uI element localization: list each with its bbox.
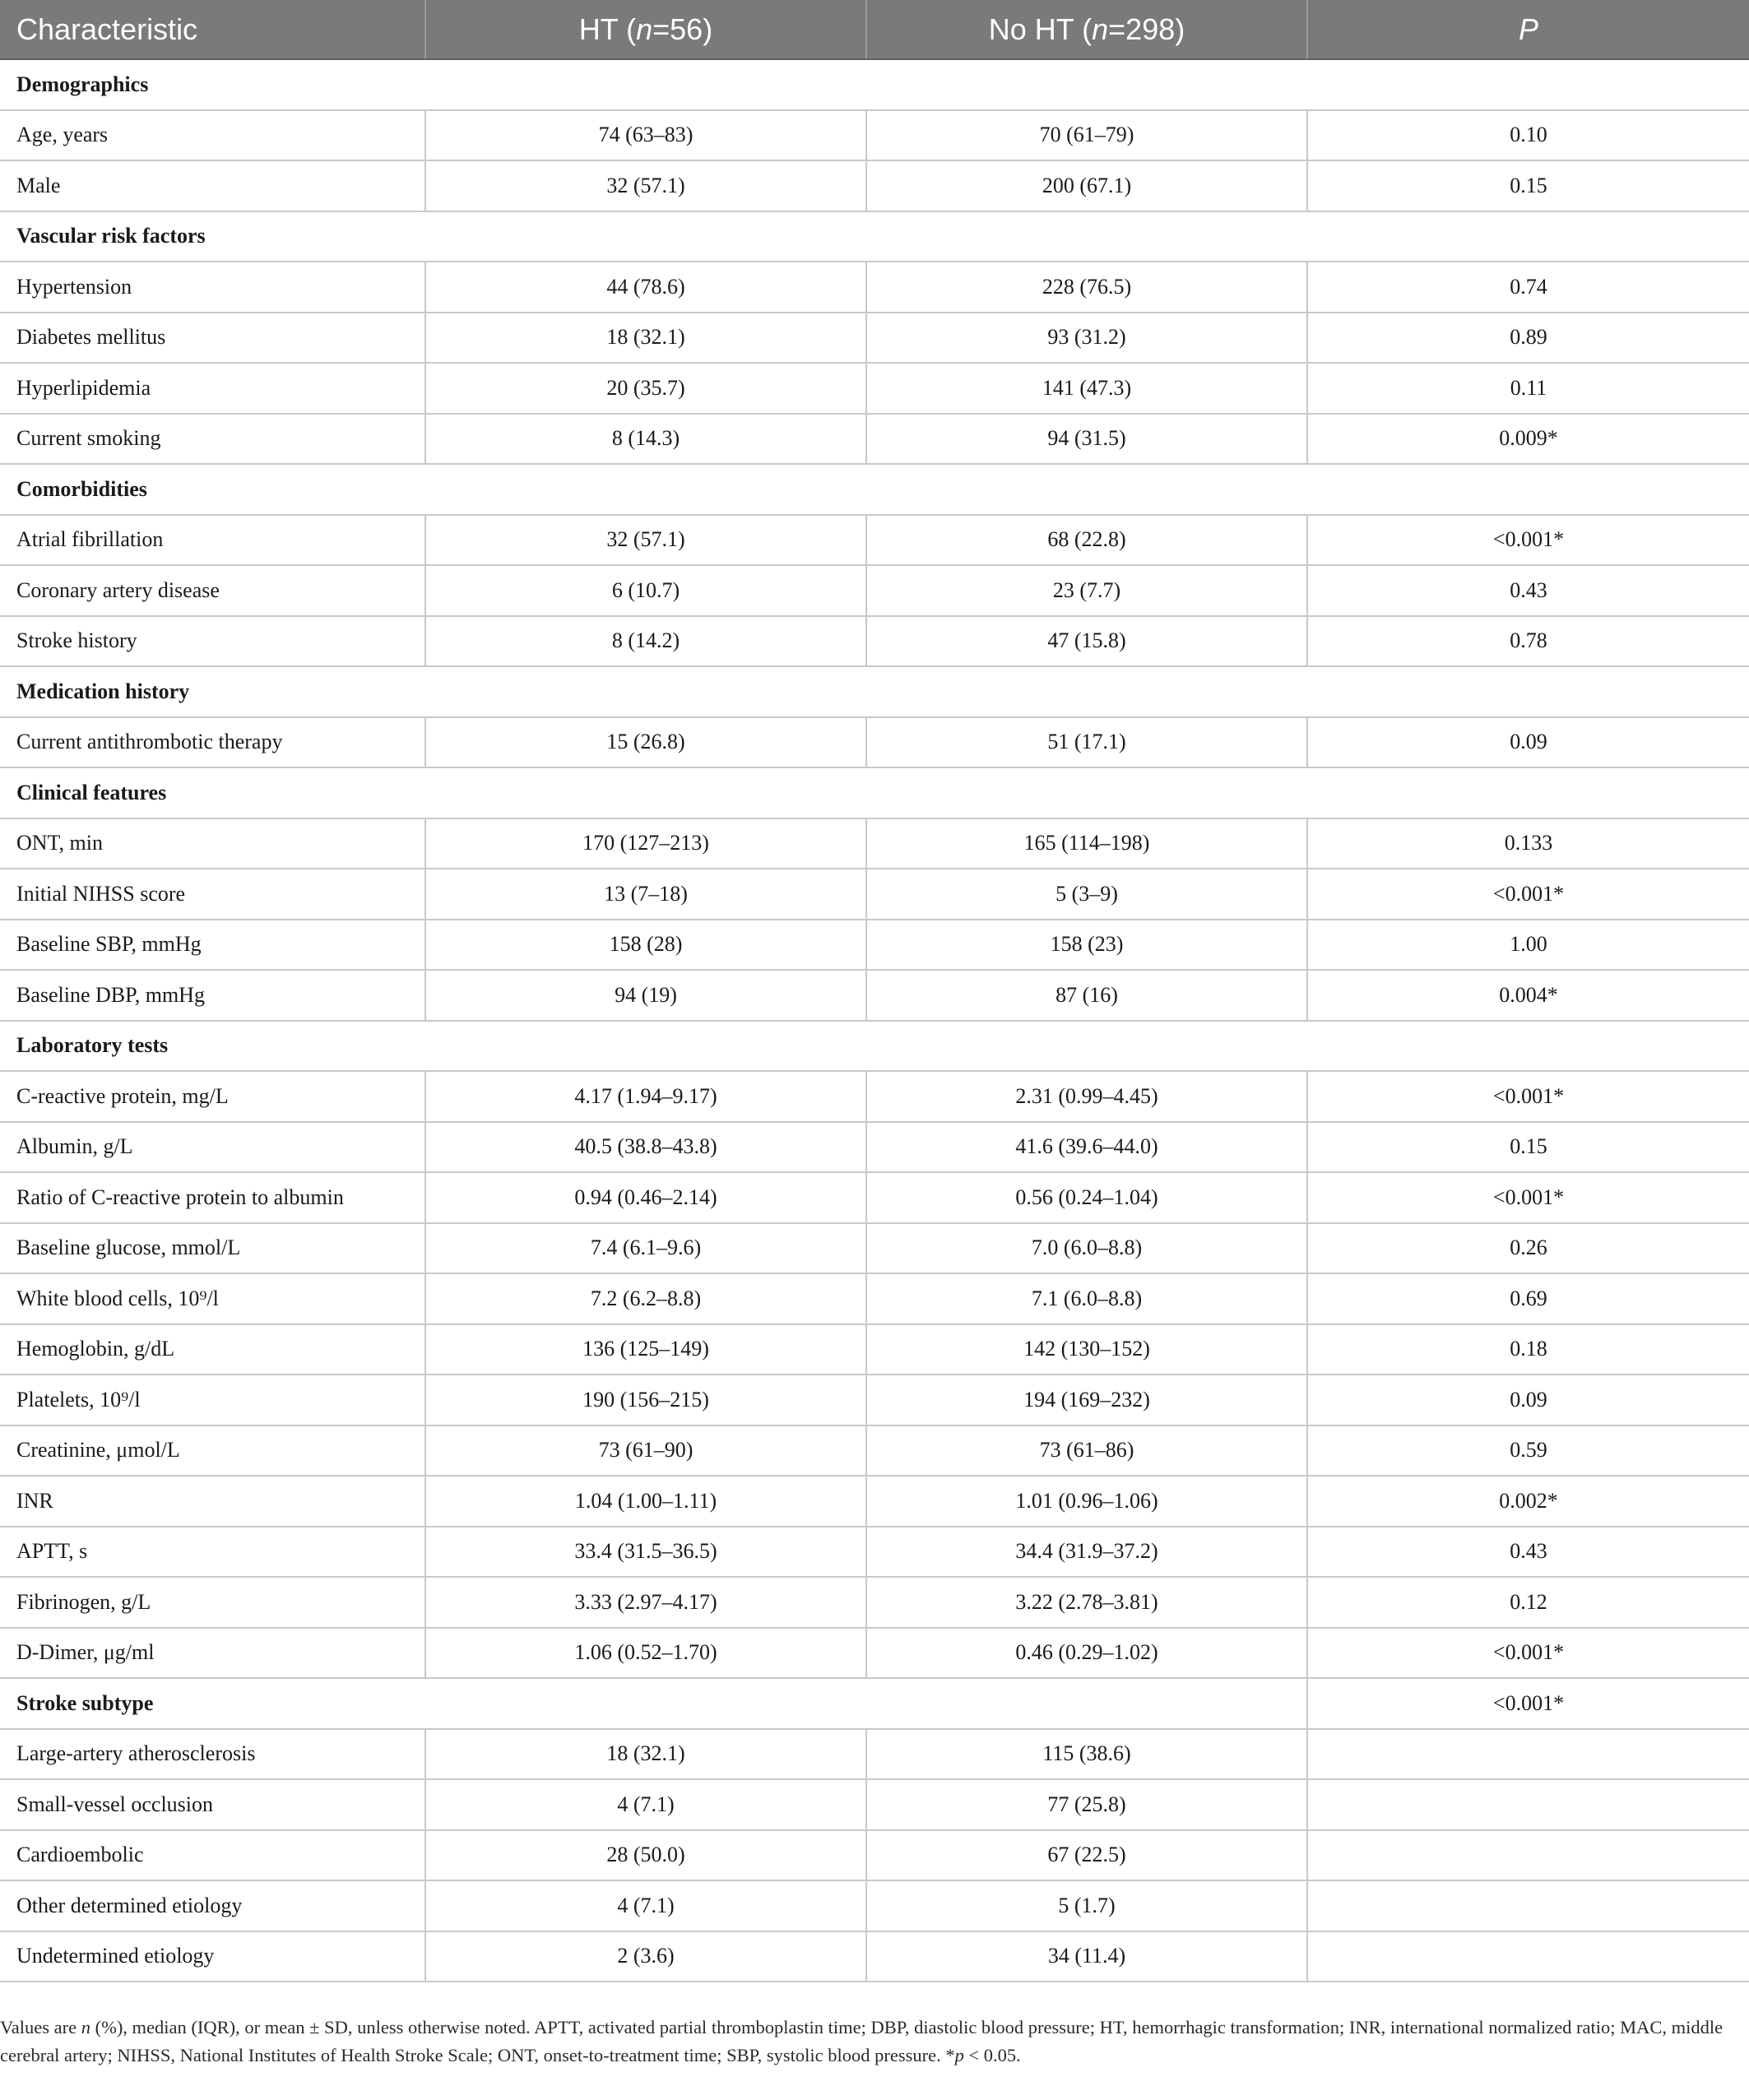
no-ht-value: 47 (15.8): [866, 616, 1307, 667]
table-row: [0, 565, 1749, 616]
no-ht-value: 7.0 (6.0–8.8): [866, 1223, 1307, 1274]
no-ht-value: 194 (169–232): [866, 1375, 1307, 1425]
ht-value: 4.17 (1.94–9.17): [425, 1071, 866, 1122]
row-label: Cardioembolic: [0, 1830, 425, 1881]
ht-value: 8 (14.3): [425, 414, 866, 465]
row-label: Large-artery atherosclerosis: [0, 1729, 425, 1780]
no-ht-value: 34.4 (31.9–37.2): [866, 1527, 1307, 1578]
row-label: Baseline DBP, mmHg: [0, 970, 425, 1021]
table-row: [0, 920, 1749, 971]
no-ht-value: 142 (130–152): [866, 1324, 1307, 1375]
row-label: INR: [0, 1476, 425, 1527]
table-row: [0, 1425, 1749, 1476]
p-value: 0.15: [1307, 160, 1749, 211]
ht-value: 74 (63–83): [425, 110, 866, 161]
row-label: ONT, min: [0, 818, 425, 869]
ht-value: 18 (32.1): [425, 1729, 866, 1780]
footnote-part3: < 0.05.: [963, 2045, 1021, 2065]
ht-value: 32 (57.1): [425, 515, 866, 566]
section-row: [0, 1678, 1749, 1729]
row-label: Current antithrombotic therapy: [0, 717, 425, 768]
table-row: [0, 160, 1749, 211]
row-label: Coronary artery disease: [0, 565, 425, 616]
row-label: Initial NIHSS score: [0, 869, 425, 920]
row-label: Male: [0, 160, 425, 211]
table-row: [0, 970, 1749, 1021]
footnote-part1: Values are: [0, 2017, 81, 2037]
ht-value: 13 (7–18): [425, 869, 866, 920]
section-row: [0, 464, 1749, 515]
ht-value: 0.94 (0.46–2.14): [425, 1172, 866, 1223]
row-label: Baseline glucose, mmol/L: [0, 1223, 425, 1274]
row-label: Small-vessel occlusion: [0, 1779, 425, 1830]
row-label: APTT, s: [0, 1527, 425, 1578]
table-row: [0, 1071, 1749, 1122]
footnote-n: n: [81, 2017, 90, 2037]
ht-value: 7.2 (6.2–8.8): [425, 1273, 866, 1324]
table-row: [0, 869, 1749, 920]
ht-value: 73 (61–90): [425, 1425, 866, 1476]
ht-value: 15 (26.8): [425, 717, 866, 768]
p-value: [1307, 1830, 1749, 1881]
row-label: Fibrinogen, g/L: [0, 1577, 425, 1628]
no-ht-value: 3.22 (2.78–3.81): [866, 1577, 1307, 1628]
footnote-p: p: [954, 2045, 964, 2065]
p-value: 0.10: [1307, 110, 1749, 161]
row-label: Other determined etiology: [0, 1880, 425, 1931]
row-label: Albumin, g/L: [0, 1122, 425, 1173]
no-ht-value: 70 (61–79): [866, 110, 1307, 161]
row-label: Atrial fibrillation: [0, 515, 425, 566]
p-value: [1307, 1931, 1749, 1982]
header-p-label: P: [1518, 12, 1538, 46]
section-title: Demographics: [0, 59, 1749, 110]
row-label: Baseline SBP, mmHg: [0, 920, 425, 971]
no-ht-value: 5 (3–9): [866, 869, 1307, 920]
ht-value: 6 (10.7): [425, 565, 866, 616]
table-footnote: [0, 2014, 1733, 2070]
p-value: 0.09: [1307, 717, 1749, 768]
row-label: Hemoglobin, g/dL: [0, 1324, 425, 1375]
ht-value: 18 (32.1): [425, 313, 866, 364]
p-value: 0.11: [1307, 363, 1749, 414]
no-ht-value: 200 (67.1): [866, 160, 1307, 211]
p-value: 0.009*: [1307, 414, 1749, 465]
table-row: [0, 616, 1749, 667]
p-value: <0.001*: [1307, 1172, 1749, 1223]
p-value: 0.002*: [1307, 1476, 1749, 1527]
ht-value: 158 (28): [425, 920, 866, 971]
p-value: 0.74: [1307, 262, 1749, 313]
ht-value: 33.4 (31.5–36.5): [425, 1527, 866, 1578]
p-value: 0.69: [1307, 1273, 1749, 1324]
section-title: Comorbidities: [0, 464, 1749, 515]
p-value: [1307, 1880, 1749, 1931]
ht-value: 3.33 (2.97–4.17): [425, 1577, 866, 1628]
section-title: Vascular risk factors: [0, 211, 1749, 262]
ht-value: 190 (156–215): [425, 1375, 866, 1425]
p-value: [1307, 1779, 1749, 1830]
table-row: [0, 1273, 1749, 1324]
no-ht-value: 115 (38.6): [866, 1729, 1307, 1780]
table-row: [0, 262, 1749, 313]
ht-value: 40.5 (38.8–43.8): [425, 1122, 866, 1173]
ht-value: 20 (35.7): [425, 363, 866, 414]
no-ht-value: 87 (16): [866, 970, 1307, 1021]
ht-value: 8 (14.2): [425, 616, 866, 667]
p-value: 0.43: [1307, 565, 1749, 616]
table-row: [0, 717, 1749, 768]
no-ht-value: 7.1 (6.0–8.8): [866, 1273, 1307, 1324]
table-row: [0, 515, 1749, 566]
header-ht: [425, 0, 866, 59]
table-row: [0, 1172, 1749, 1223]
row-label: Undetermined etiology: [0, 1931, 425, 1982]
p-value: <0.001*: [1307, 515, 1749, 566]
table-row: [0, 1880, 1749, 1931]
ht-value: 136 (125–149): [425, 1324, 866, 1375]
table-header: [0, 0, 1749, 59]
no-ht-value: 165 (114–198): [866, 818, 1307, 869]
p-value: 0.59: [1307, 1425, 1749, 1476]
section-title: Stroke subtype: [0, 1678, 1307, 1729]
header-p: [1307, 0, 1749, 59]
section-row: [0, 59, 1749, 110]
ht-value: 4 (7.1): [425, 1880, 866, 1931]
table-row: [0, 1527, 1749, 1578]
p-value: 0.18: [1307, 1324, 1749, 1375]
section-title: Clinical features: [0, 767, 1749, 818]
p-value: 0.15: [1307, 1122, 1749, 1173]
no-ht-value: 2.31 (0.99–4.45): [866, 1071, 1307, 1122]
table-row: [0, 1729, 1749, 1780]
row-label: Ratio of C-reactive protein to albumin: [0, 1172, 425, 1223]
row-label: Age, years: [0, 110, 425, 161]
no-ht-value: 93 (31.2): [866, 313, 1307, 364]
header-noht-suffix: =298): [1108, 12, 1185, 46]
section-row: [0, 666, 1749, 717]
table-body: [0, 59, 1749, 1982]
table-row: [0, 1628, 1749, 1679]
no-ht-value: 41.6 (39.6–44.0): [866, 1122, 1307, 1173]
table-row: [0, 313, 1749, 364]
no-ht-value: 0.56 (0.24–1.04): [866, 1172, 1307, 1223]
no-ht-value: 5 (1.7): [866, 1880, 1307, 1931]
no-ht-value: 0.46 (0.29–1.02): [866, 1628, 1307, 1679]
no-ht-value: 68 (22.8): [866, 515, 1307, 566]
ht-value: 7.4 (6.1–9.6): [425, 1223, 866, 1274]
no-ht-value: 34 (11.4): [866, 1931, 1307, 1982]
no-ht-value: 158 (23): [866, 920, 1307, 971]
row-label: Hypertension: [0, 262, 425, 313]
header-ht-prefix: HT (: [578, 12, 637, 46]
ht-value: 4 (7.1): [425, 1779, 866, 1830]
no-ht-value: 77 (25.8): [866, 1779, 1307, 1830]
row-label: Platelets, 10⁹/l: [0, 1375, 425, 1425]
section-title: Medication history: [0, 666, 1749, 717]
section-row: [0, 767, 1749, 818]
table-row: [0, 1324, 1749, 1375]
p-value: [1307, 1729, 1749, 1780]
header-row: [0, 0, 1749, 59]
no-ht-value: 1.01 (0.96–1.06): [866, 1476, 1307, 1527]
p-value: <0.001*: [1307, 1628, 1749, 1679]
no-ht-value: 73 (61–86): [866, 1425, 1307, 1476]
table-row: [0, 363, 1749, 414]
row-label: D-Dimer, μg/ml: [0, 1628, 425, 1679]
ht-value: 2 (3.6): [425, 1931, 866, 1982]
header-characteristic: Characteristic: [0, 0, 425, 59]
p-value: 0.78: [1307, 616, 1749, 667]
ht-value: 32 (57.1): [425, 160, 866, 211]
section-p-value: <0.001*: [1307, 1678, 1749, 1729]
no-ht-value: 67 (22.5): [866, 1830, 1307, 1881]
ht-value: 1.04 (1.00–1.11): [425, 1476, 866, 1527]
table-row: [0, 1476, 1749, 1527]
p-value: <0.001*: [1307, 1071, 1749, 1122]
header-no-ht: [866, 0, 1307, 59]
p-value: 0.133: [1307, 818, 1749, 869]
ht-value: 94 (19): [425, 970, 866, 1021]
row-label: Hyperlipidemia: [0, 363, 425, 414]
table-row: [0, 1931, 1749, 1982]
p-value: 0.09: [1307, 1375, 1749, 1425]
ht-value: 28 (50.0): [425, 1830, 866, 1881]
table-row: [0, 1577, 1749, 1628]
footnote-part2: (%), median (IQR), or mean ± SD, unless otherwise noted. APTT, activated partial thromboplastin time; DBP, diastolic blood pressure; HT, hemorrhagic transformation; INR, international normalized ratio; MAC, middle cerebral artery; NIHSS, National Institutes of Health Stroke Scale; ONT, onset-to-treatment time; SBP, systolic blood pressure. *: [0, 2017, 1723, 2065]
section-row: [0, 211, 1749, 262]
table-row: [0, 1375, 1749, 1425]
ht-value: 44 (78.6): [425, 262, 866, 313]
row-label: Creatinine, μmol/L: [0, 1425, 425, 1476]
section-title: Laboratory tests: [0, 1021, 1749, 1072]
no-ht-value: 94 (31.5): [866, 414, 1307, 465]
row-label: Diabetes mellitus: [0, 313, 425, 364]
p-value: 0.43: [1307, 1527, 1749, 1578]
header-ht-n: n: [636, 12, 653, 46]
table-row: [0, 1779, 1749, 1830]
no-ht-value: 23 (7.7): [866, 565, 1307, 616]
row-label: Current smoking: [0, 414, 425, 465]
row-label: White blood cells, 10⁹/l: [0, 1273, 425, 1324]
no-ht-value: 51 (17.1): [866, 717, 1307, 768]
section-row: [0, 1021, 1749, 1072]
header-ht-suffix: =56): [652, 12, 713, 46]
p-value: 0.004*: [1307, 970, 1749, 1021]
header-noht-n: n: [1092, 12, 1109, 46]
header-noht-prefix: No HT (: [988, 12, 1093, 46]
p-value: 0.12: [1307, 1577, 1749, 1628]
p-value: 0.26: [1307, 1223, 1749, 1274]
table-row: [0, 414, 1749, 465]
row-label: Stroke history: [0, 616, 425, 667]
p-value: 0.89: [1307, 313, 1749, 364]
table-row: [0, 818, 1749, 869]
table-row: [0, 110, 1749, 161]
p-value: <0.001*: [1307, 869, 1749, 920]
p-value: 1.00: [1307, 920, 1749, 971]
table-row: [0, 1122, 1749, 1173]
table-row: [0, 1830, 1749, 1881]
table-row: [0, 1223, 1749, 1274]
no-ht-value: 141 (47.3): [866, 363, 1307, 414]
no-ht-value: 228 (76.5): [866, 262, 1307, 313]
ht-value: 1.06 (0.52–1.70): [425, 1628, 866, 1679]
ht-value: 170 (127–213): [425, 818, 866, 869]
row-label: C-reactive protein, mg/L: [0, 1071, 425, 1122]
